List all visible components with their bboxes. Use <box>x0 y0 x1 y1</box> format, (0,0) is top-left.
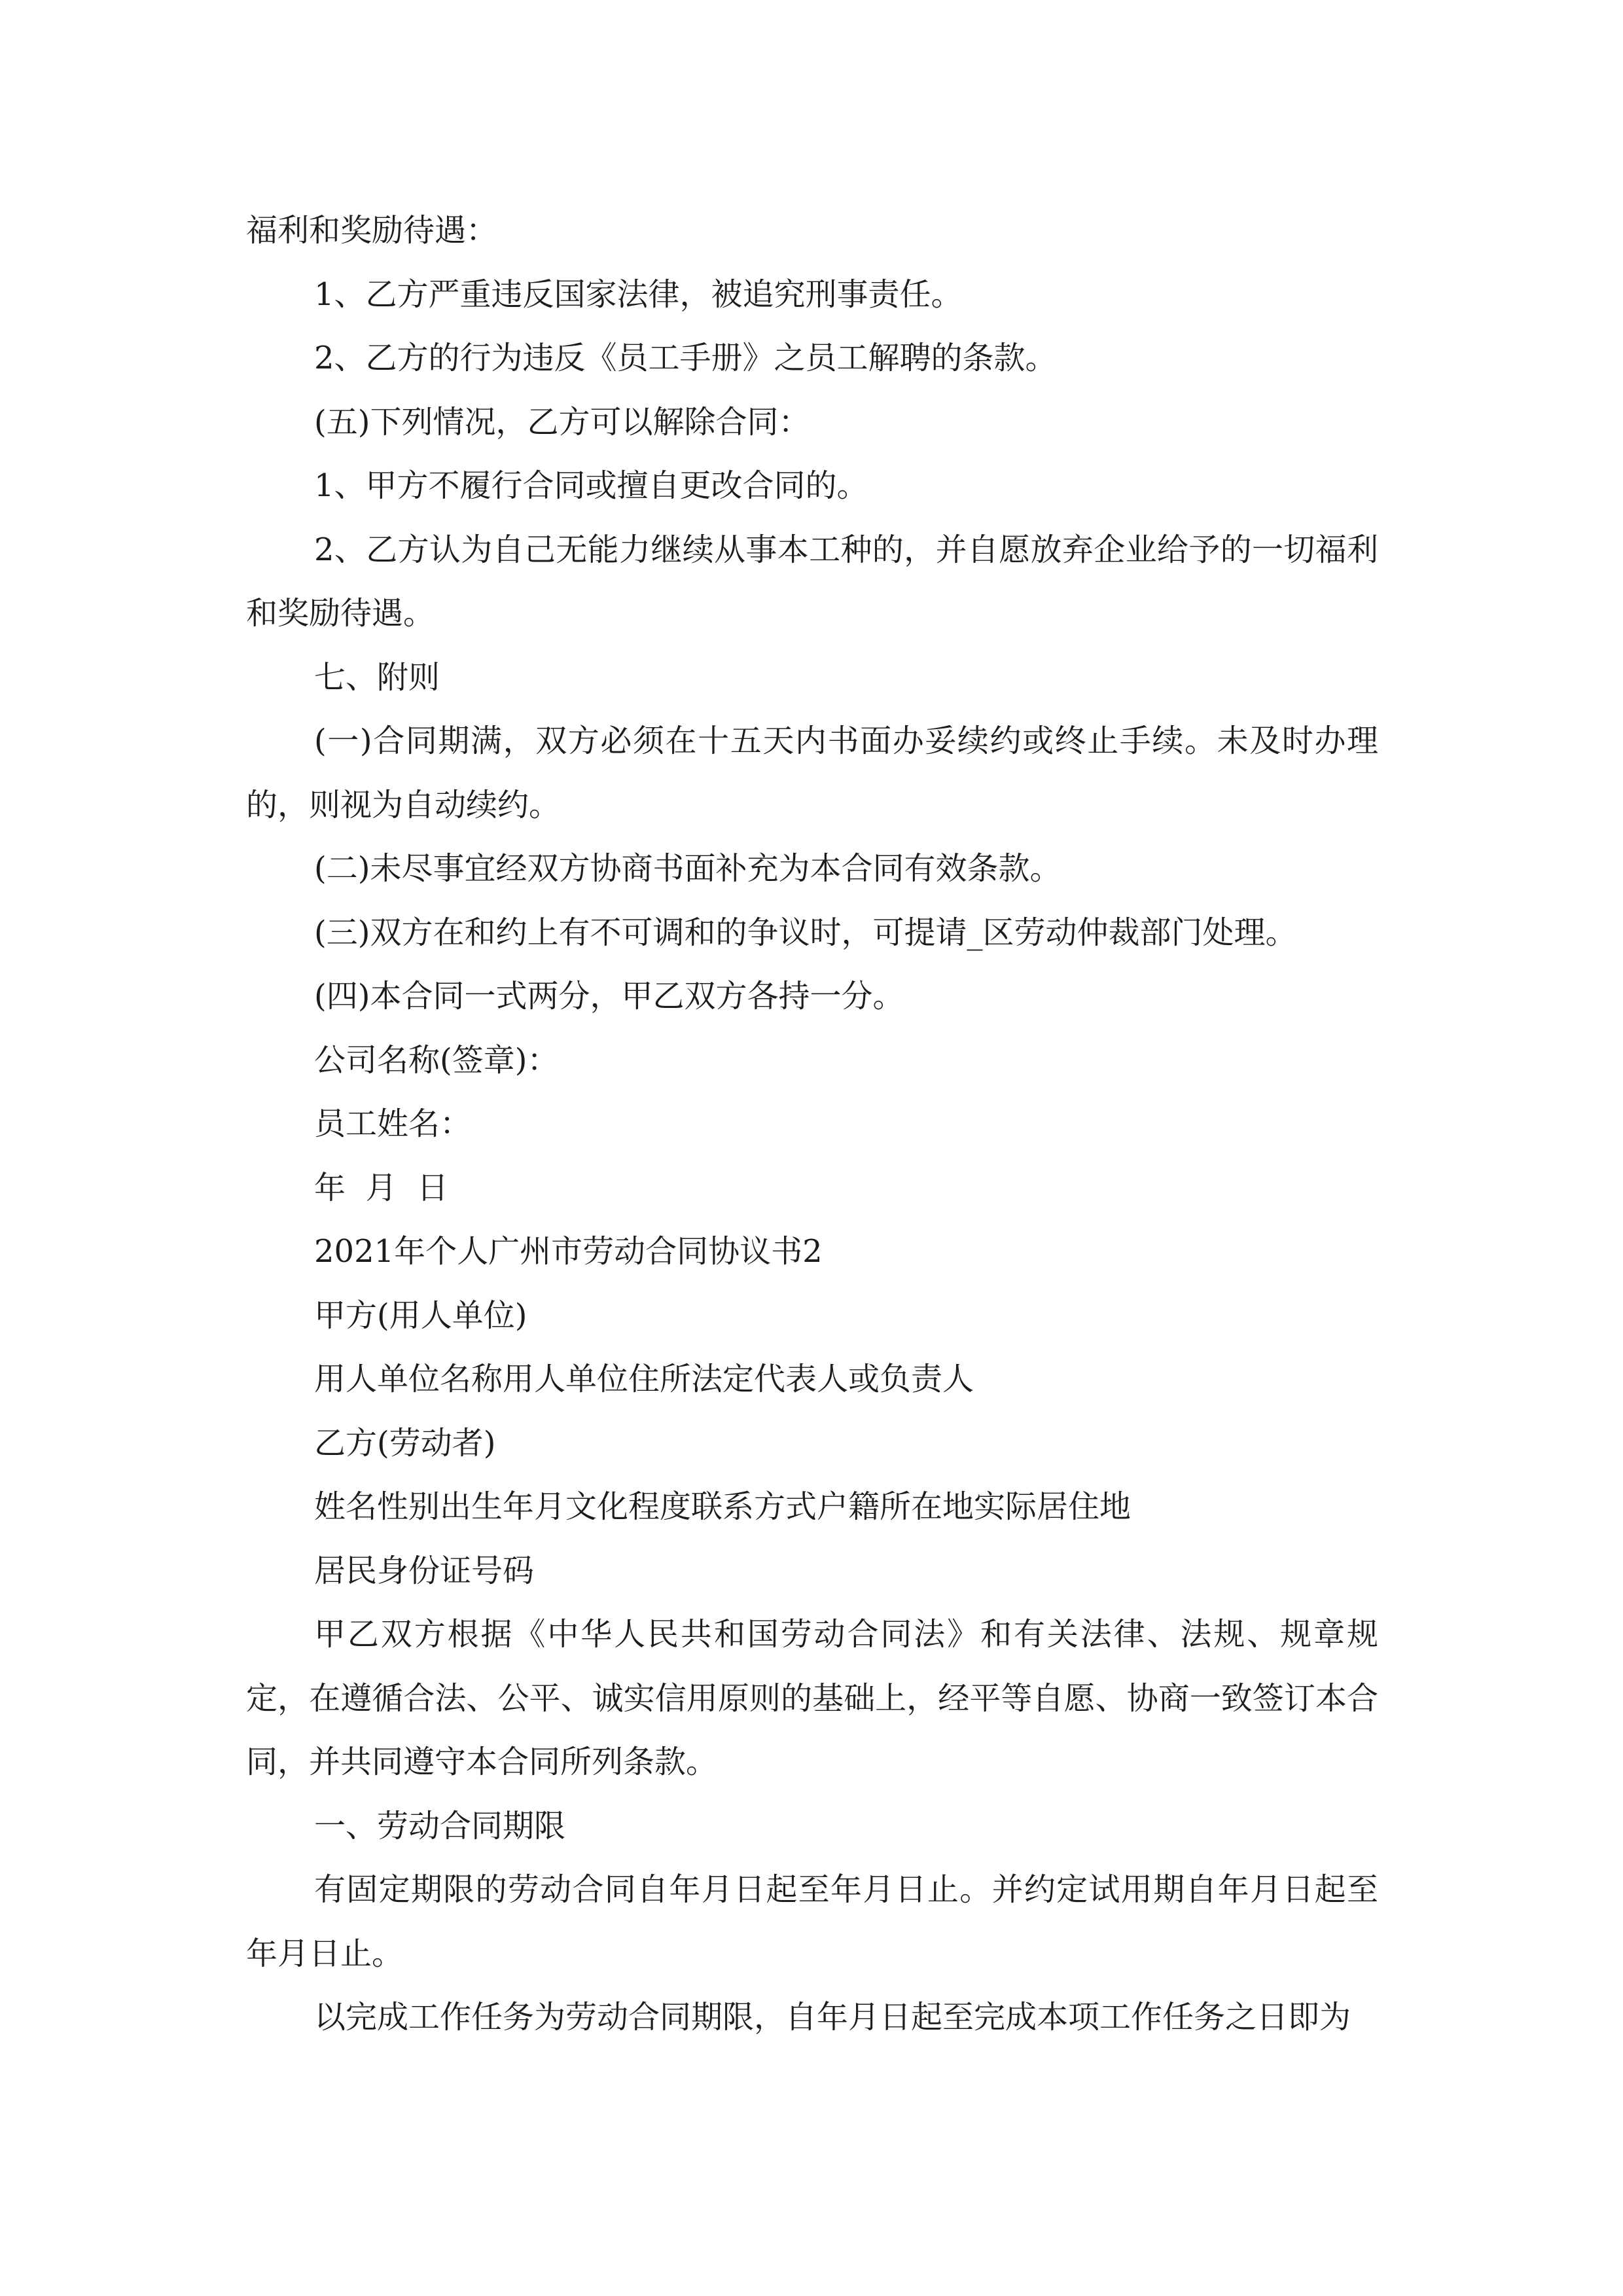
signature-company-line: 公司名称(签章)： <box>314 1041 559 1079</box>
paragraph: 用人单位名称用人单位住所法定代表人或负责人 <box>314 1361 974 1397</box>
paragraph: 2、乙方认为自己无能力继续从事本工种的，并自愿放弃企业给予的一切福利和奖励待遇。 <box>246 531 1378 632</box>
date-line: 年 月 日 <box>314 1169 449 1206</box>
document-body <box>246 199 1378 2050</box>
paragraph: 甲方(用人单位) <box>314 1297 527 1334</box>
paragraph: 姓名性别出生年月文化程度联系方式户籍所在地实际居住地 <box>314 1488 1132 1525</box>
section-heading: 七、附则 <box>314 658 440 696</box>
paragraph: 甲乙双方根据《中华人民共和国劳动合同法》和有关法律、法规、规章规定，在遵循合法、公平、诚实信用原则的基础上，经平等自愿、协商一致签订本合同，并共同遵守本合同所列条款。 <box>246 1616 1378 1780</box>
paragraph: (四)本合同一式两分，甲乙双方各持一分。 <box>314 978 904 1014</box>
paragraph: 有固定期限的劳动合同自年月日起至年月日止。并约定试用期自年月日起至年月日止。 <box>246 1871 1378 1972</box>
signature-employee-line: 员工姓名： <box>314 1105 472 1142</box>
paragraph: 1、乙方严重违反国家法律，被追究刑事责任。 <box>314 276 963 313</box>
document-title: 2021年个人广州市劳动合同协议书2 <box>314 1233 823 1270</box>
paragraph: 福利和奖励待遇： <box>246 212 498 249</box>
paragraph: 以完成工作任务为劳动合同期限，自年月日起至完成本项工作任务之日即为 <box>314 1999 1351 2036</box>
paragraph: 1、甲方不履行合同或擅自更改合同的。 <box>314 467 868 504</box>
paragraph: (一)合同期满，双方必须在十五天内书面办妥续约或终止手续。未及时办理的，则视为自动续约。 <box>246 723 1378 823</box>
paragraph: 2、乙方的行为违反《员工手册》之员工解聘的条款。 <box>314 340 1057 376</box>
section-heading: 一、劳动合同期限 <box>314 1807 566 1844</box>
paragraph: 乙方(劳动者) <box>314 1424 496 1462</box>
paragraph: (三)双方在和约上有不可调和的争议时，可提请_区劳动仲裁部门处理。 <box>314 914 1297 951</box>
paragraph: (二)未尽事宜经双方协商书面补充为本合同有效条款。 <box>314 850 1061 887</box>
paragraph: 居民身份证号码 <box>314 1552 535 1589</box>
paragraph: (五)下列情况，乙方可以解除合同： <box>314 403 810 440</box>
